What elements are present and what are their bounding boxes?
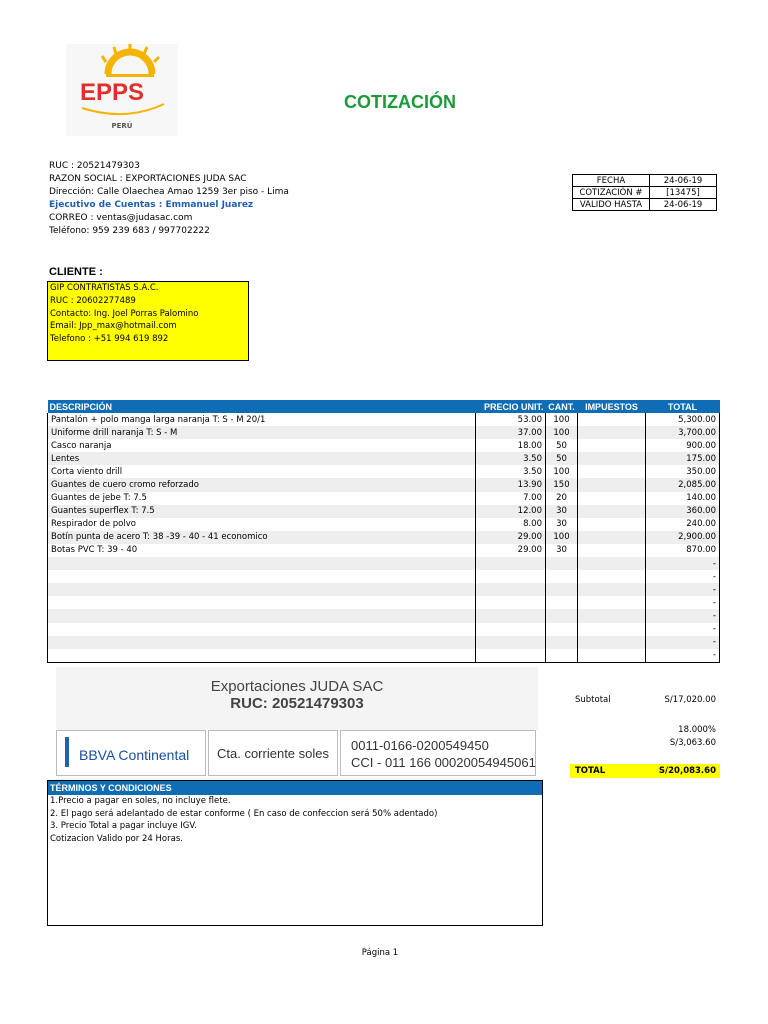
table-row (48, 492, 720, 505)
table-row (48, 478, 720, 491)
subtotal-value: S/17,020.00 (664, 695, 716, 705)
bank-account-row (56, 730, 538, 778)
meta-label: VALIDO HASTA (573, 199, 650, 211)
cell-total: - (646, 596, 720, 609)
cell-taxes (578, 544, 646, 557)
cell-quantity (546, 596, 578, 609)
cell-taxes (578, 649, 646, 663)
cell-description: Botas PVC T: 39 - 40 (48, 544, 476, 557)
cell-quantity: 150 (546, 478, 578, 491)
cell-description (48, 636, 476, 649)
table-row (48, 609, 720, 622)
table-row (48, 465, 720, 478)
cell-description: Corta viento drill (48, 465, 476, 478)
terms-line: 1.Precio a pagar en soles, no incluye flete. (50, 796, 231, 806)
terms-box (47, 780, 543, 926)
client-contact: Contacto: Ing. Joel Porras Palomino (50, 308, 199, 319)
meta-value: 24-06-19 (650, 175, 717, 187)
cell-quantity: 100 (546, 531, 578, 544)
cell-taxes (578, 518, 646, 531)
cell-unit-price: 29.00 (476, 531, 546, 544)
meta-row (573, 187, 717, 199)
cell-description (48, 649, 476, 663)
meta-value: 24-06-19 (650, 199, 717, 211)
cell-taxes (578, 413, 646, 426)
cell-unit-price: 12.00 (476, 505, 546, 518)
items-table (47, 400, 720, 663)
cell-quantity: 50 (546, 439, 578, 452)
cell-quantity: 50 (546, 452, 578, 465)
cell-unit-price (476, 636, 546, 649)
terms-line: 3. Precio Total a pagar incluye IGV. (50, 821, 197, 831)
items-header-row (48, 400, 720, 413)
cell-total: 870.00 (646, 544, 720, 557)
bank-logo (56, 730, 206, 776)
client-label: CLIENTE : (49, 266, 103, 278)
cell-taxes (578, 492, 646, 505)
items-body (48, 413, 720, 662)
bbva-mark-icon (65, 737, 69, 767)
cell-total: 240.00 (646, 518, 720, 531)
table-row (48, 518, 720, 531)
cell-taxes (578, 531, 646, 544)
cell-quantity (546, 557, 578, 570)
table-row (48, 426, 720, 439)
cell-description (48, 557, 476, 570)
quote-meta-table (572, 174, 717, 211)
table-row (48, 452, 720, 465)
cell-unit-price (476, 570, 546, 583)
cell-description (48, 570, 476, 583)
table-row (48, 505, 720, 518)
cell-quantity (546, 609, 578, 622)
cell-quantity (546, 623, 578, 636)
cell-unit-price (476, 623, 546, 636)
cell-quantity (546, 649, 578, 663)
cell-unit-price (476, 557, 546, 570)
cell-description (48, 596, 476, 609)
cell-description: Guantes de cuero cromo reforzado (48, 478, 476, 491)
cell-description: Lentes (48, 452, 476, 465)
header-description: DESCRIPCIÓN (48, 400, 476, 413)
logo-country: PERÚ (111, 122, 133, 130)
header-unit-price: PRECIO UNIT. (476, 400, 546, 413)
client-box (47, 281, 249, 361)
terms-line: 2. El pago será adelantado de estar conforme ( En caso de confeccion será 50% adentado) (50, 808, 438, 819)
cell-unit-price: 3.50 (476, 452, 546, 465)
table-row (48, 596, 720, 609)
meta-label: FECHA (573, 175, 650, 187)
cell-description: Respirador de polvo (48, 518, 476, 531)
table-row (48, 413, 720, 426)
table-row (48, 439, 720, 452)
client-phone: Telefono : +51 994 619 892 (50, 334, 169, 345)
cell-total: 175.00 (646, 452, 720, 465)
meta-row (573, 175, 717, 187)
table-row (48, 623, 720, 636)
cell-description: Botín punta de acero T: 38 -39 - 40 - 41 economico (48, 531, 476, 544)
cell-total: 3,700.00 (646, 426, 720, 439)
header-quantity: CANT. (546, 400, 578, 413)
cell-unit-price: 3.50 (476, 465, 546, 478)
cell-taxes (578, 439, 646, 452)
cell-unit-price (476, 609, 546, 622)
terms-title: TÉRMINOS Y CONDICIONES (48, 781, 542, 795)
table-row (48, 570, 720, 583)
cell-total: - (646, 636, 720, 649)
svg-text:EPPS: EPPS (80, 79, 145, 106)
cell-quantity: 100 (546, 413, 578, 426)
cell-unit-price (476, 596, 546, 609)
cell-description: Pantalón + polo manga larga naranja T: S - M 20/1 (48, 413, 476, 426)
account-numbers (340, 730, 536, 776)
company-email: CORREO : ventas@judasac.com (49, 213, 193, 223)
cell-taxes (578, 465, 646, 478)
company-ruc: RUC : 20521479303 (49, 161, 140, 171)
cell-taxes (578, 596, 646, 609)
cell-taxes (578, 609, 646, 622)
cell-total: 900.00 (646, 439, 720, 452)
total-label: TOTAL (575, 766, 606, 776)
cell-quantity: 20 (546, 492, 578, 505)
total-value: S/20,083.60 (658, 766, 716, 776)
cell-unit-price (476, 583, 546, 596)
account-cci: CCI - 011 166 00020054945061 (351, 755, 536, 770)
cell-taxes (578, 636, 646, 649)
terms-line: Cotizacion Valido por 24 Horas. (50, 833, 183, 844)
cell-unit-price: 37.00 (476, 426, 546, 439)
cell-description: Guantes de jebe T: 7.5 (48, 492, 476, 505)
header-total: TOTAL (646, 400, 720, 413)
cell-description (48, 623, 476, 636)
cell-taxes (578, 426, 646, 439)
client-ruc: RUC : 20602277489 (50, 295, 136, 306)
cell-description (48, 609, 476, 622)
cell-taxes (578, 478, 646, 491)
cell-description: Uniforme drill naranja T: S - M (48, 426, 476, 439)
cell-unit-price: 53.00 (476, 413, 546, 426)
bank-name: BBVA Continental (79, 747, 190, 763)
cell-quantity (546, 583, 578, 596)
cell-taxes (578, 557, 646, 570)
company-razon-social: RAZON SOCIAL : EXPORTACIONES JUDA SAC (49, 174, 247, 184)
account-type: Cta. corriente soles (208, 730, 338, 776)
cell-taxes (578, 570, 646, 583)
cell-taxes (578, 583, 646, 596)
banner-company-name: Exportaciones JUDA SAC (210, 678, 384, 695)
cell-total: - (646, 570, 720, 583)
cell-taxes (578, 452, 646, 465)
cell-total: - (646, 649, 720, 663)
document-title: COTIZACIÓN (344, 92, 456, 112)
cell-description (48, 583, 476, 596)
page-number: Página 1 (361, 948, 399, 958)
table-row (48, 544, 720, 557)
client-email: Email: Jpp_max@hotmail.com (50, 321, 177, 332)
cell-quantity: 30 (546, 518, 578, 531)
cell-quantity: 100 (546, 465, 578, 478)
cell-total: - (646, 583, 720, 596)
banner-ruc: RUC: 20521479303 (230, 695, 364, 712)
account-number: 0011-0166-0200549450 (351, 738, 489, 753)
cell-total: 360.00 (646, 505, 720, 518)
cell-quantity (546, 636, 578, 649)
cell-description: Casco naranja (48, 439, 476, 452)
cell-total: 350.00 (646, 465, 720, 478)
cell-unit-price: 8.00 (476, 518, 546, 531)
account-executive: Ejecutivo de Cuentas : Emmanuel Juarez (49, 200, 254, 210)
cell-unit-price: 7.00 (476, 492, 546, 505)
company-logo (66, 44, 178, 136)
cell-total: - (646, 557, 720, 570)
cell-unit-price: 18.00 (476, 439, 546, 452)
meta-row (573, 199, 717, 211)
cell-total: - (646, 609, 720, 622)
cell-unit-price: 13.90 (476, 478, 546, 491)
cell-taxes (578, 623, 646, 636)
table-row (48, 649, 720, 663)
cell-unit-price: 29.00 (476, 544, 546, 557)
cell-description: Guantes superflex T: 7.5 (48, 505, 476, 518)
cell-total: 140.00 (646, 492, 720, 505)
table-row (48, 583, 720, 596)
cell-total: 2,085.00 (646, 478, 720, 491)
cell-quantity: 30 (546, 544, 578, 557)
cell-total: - (646, 623, 720, 636)
cell-taxes (578, 505, 646, 518)
cell-total: 2,900.00 (646, 531, 720, 544)
meta-value: [13475] (650, 187, 717, 199)
company-address: Dirección: Calle Olaechea Amao 1259 3er piso - Lima (49, 187, 289, 197)
tax-value: S/3,063.60 (669, 738, 716, 748)
cell-quantity (546, 570, 578, 583)
cell-unit-price (476, 649, 546, 663)
table-row (48, 557, 720, 570)
client-name: GIP CONTRATISTAS S.A.C. (50, 283, 159, 293)
table-row (48, 531, 720, 544)
cell-total: 5,300.00 (646, 413, 720, 426)
subtotal-label: Subtotal (575, 695, 611, 705)
header-taxes: IMPUESTOS (578, 400, 646, 413)
meta-label: COTIZACIÓN # (573, 187, 650, 199)
tax-rate: 18.000% (678, 725, 716, 735)
cell-quantity: 100 (546, 426, 578, 439)
cell-quantity: 30 (546, 505, 578, 518)
company-phone: Teléfono: 959 239 683 / 997702222 (49, 226, 210, 236)
table-row (48, 636, 720, 649)
